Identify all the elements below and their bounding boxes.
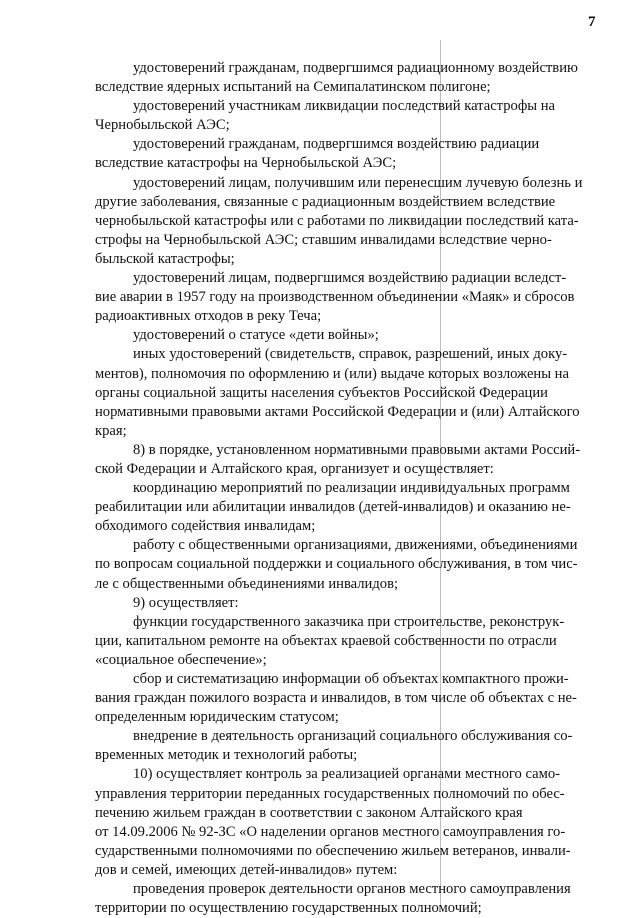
- paragraph: работу с общественными организациями, движениями, объединениями по вопросам социальной поддержки и социального обслуживания, в том чис- ле с общественными объединениями инвалидов;: [95, 537, 578, 592]
- paragraph: внедрение в деятельность организаций социального обслуживания со- временных методик и технологий работы;: [95, 728, 573, 764]
- paragraph: сбор и систематизацию информации об объектах компактного прожи- вания граждан пожилого возраста и инвалидов, в том числе об объектах с не- определенным юридическим статусом;: [95, 671, 577, 726]
- paragraph: удостоверений лицам, получившим или перенесшим лучевую болезнь и другие заболевания, связанные с радиационным воздействием вследствие чернобыльской катастрофы или с работами по ликвидации последствий ката- строфы на Чернобыльской АЭС; ставшим инвалидами вследствие черно- быльской катастрофы;: [95, 174, 583, 267]
- page-number: 7: [588, 14, 596, 30]
- paragraph: удостоверений гражданам, подвергшимся радиационному воздействию вследствие ядерных испытаний на Семипалатинском полигоне;: [95, 60, 578, 96]
- paragraph: 8) в порядке, установленном нормативными правовыми актами Россий- ской Федерации и Алтайского края, организует и осуществляет:: [95, 441, 581, 477]
- paragraph: удостоверений лицам, подвергшимся воздействию радиации вследст- вие аварии в 1957 году на производственном объединении «Маяк» и сбросов радиоактивных отходов в реку Теча;: [95, 270, 575, 325]
- paragraph: иных удостоверений (свидетельств, справок, разрешений, иных доку- ментов), полномочия по оформлению и (или) выдаче которых возложены на органы социальной защиты населения субъектов Российской Федерации нормативными правовыми актами Российской Федерации и (или) Алтайского края;: [95, 346, 580, 439]
- paragraph: функции государственного заказчика при строительстве, реконструк- ции, капитальном ремонте на объектах краевой собственности по отрасли «социальное обеспечение»;: [95, 613, 565, 668]
- paragraph: удостоверений гражданам, подвергшимся воздействию радиации вследствие катастрофы на Чернобыльской АЭС;: [95, 136, 540, 172]
- paragraph: проведения проверок деятельности органов местного самоуправления территории по осуществлению государственных полномочий;: [95, 881, 571, 917]
- paragraph: координацию мероприятий по реализации индивидуальных программ реабилитации или абилитации инвалидов (детей-инвалидов) и оказанию не- обходимого содействия инвалидам;: [95, 480, 571, 535]
- paragraph: удостоверений о статусе «дети войны»;: [133, 327, 379, 344]
- document-body: [95, 59, 602, 918]
- paragraph: 10) осуществляет контроль за реализацией органами местного само- управления территории переданных государственных полномочий по обес- печению жильем граждан в соответствии с законом Алтайского края от 14.09.2006 № 92-ЗС «О наделении органов местного самоуправления го- сударственными полномочиями по обеспечению жильем ветеранов, инвали- дов и семей, имеющих детей-инвалидов» путем:: [95, 766, 571, 878]
- paragraph: 9) осуществляет:: [133, 594, 239, 611]
- paragraph: удостоверений участникам ликвидации последствий катастрофы на Чернобыльской АЭС;: [95, 98, 556, 134]
